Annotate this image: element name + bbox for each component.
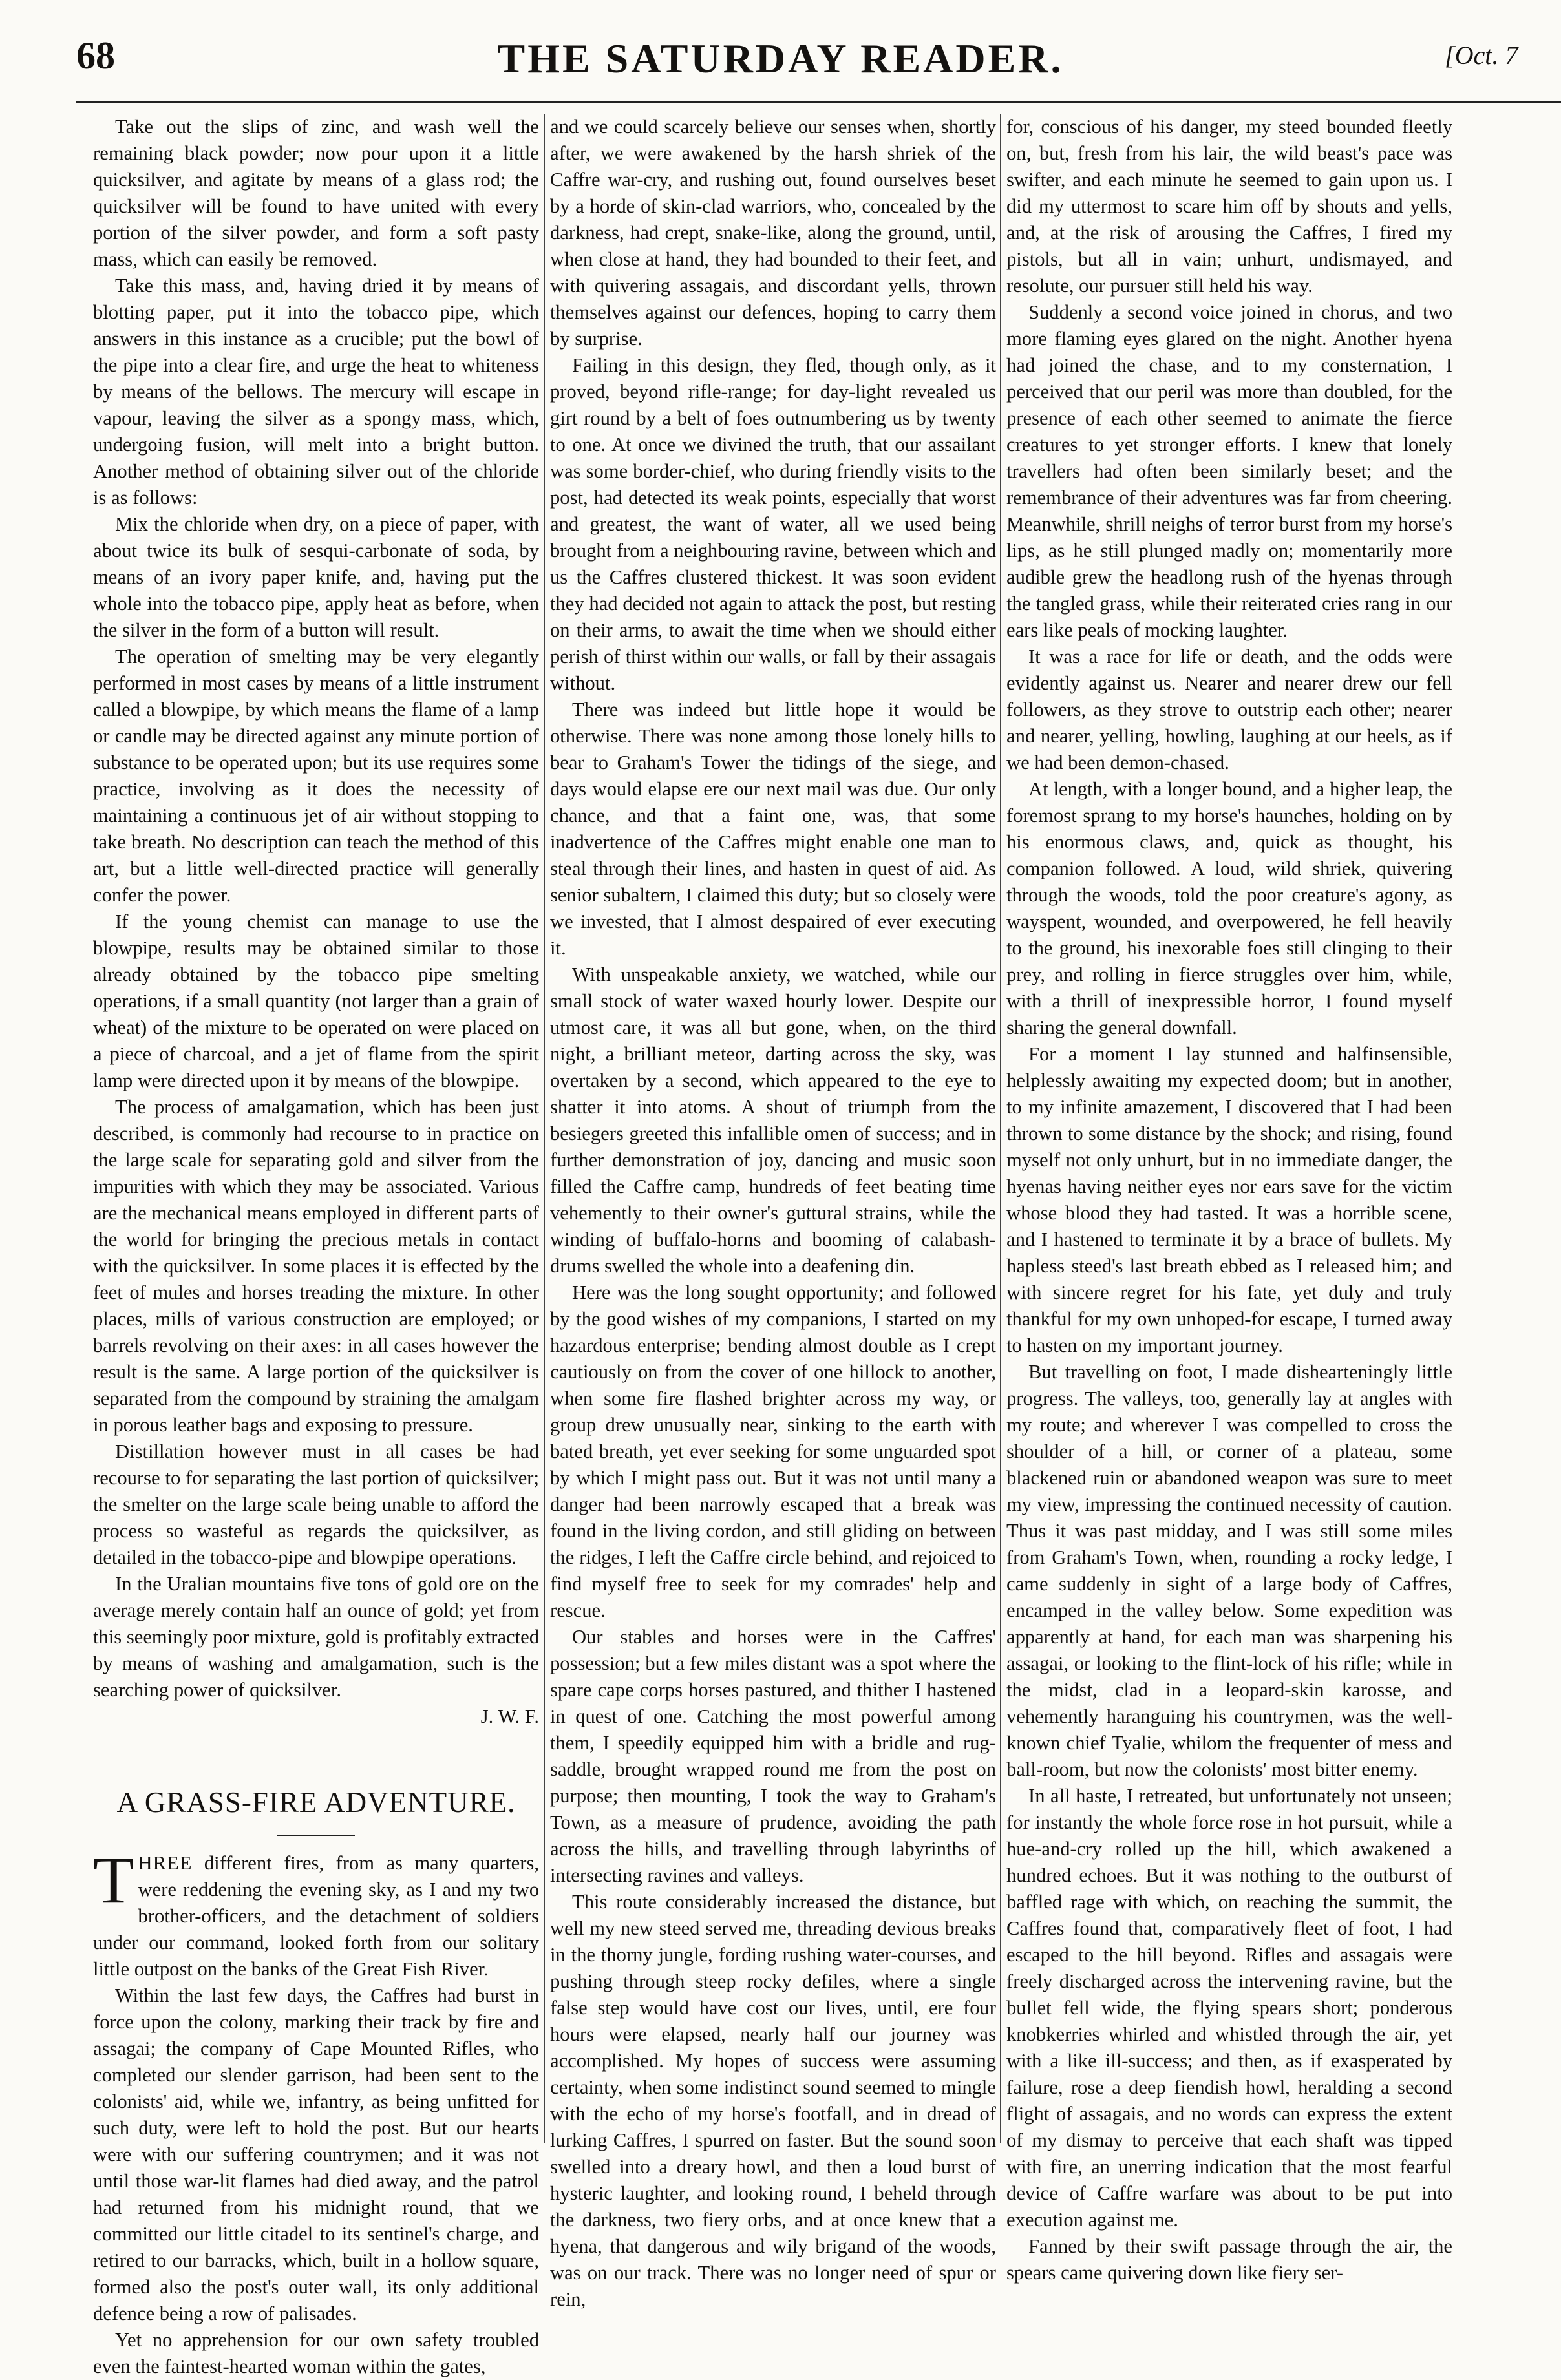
paragraph: and we could scarcely believe our senses when, shortly after, we were awakened by the harsh shriek of the Caffre war-cry, and rushing out, found ourselves beset by a horde of skin-clad warriors, who, concealed by the darkness, had crept, snake-like, along the ground, until, when close at hand, they had bounded to their feet, and with quivering assagais, and discordant yells, thrown themselves against our defences, hoping to carry them by surprise. <box>550 116 996 350</box>
header-rule <box>76 101 1561 103</box>
paragraph: In all haste, I retreated, but unfortunately not unseen; for instantly the whole force rose in hot pursuit, while a hue-and-cry rolled up the hill, which awakened a hundred echoes. But it was nothing to the outburst of baffled rage with which, on reaching the summit, the Caffres found that, comparatively fleet of foot, I had escaped to the hill beyond. Rifles and assagais were freely discharged across the intervening ravine, but the bullet fell wide, the flying spears short; ponderous knobkerries whirled and whistled through the air, yet with a like ill-success; and then, as if exasperated by failure, rose a deep fiendish howl, heralding a second flight of assagais, and no words can express the extent of my dismay to perceive that each shaft was tipped with fire, an unerring indication that the most fearful device of Caffre warfare was about to be put into execution against me. <box>1006 1785 1452 2231</box>
lead-word: HREE <box>138 1852 193 1874</box>
column-divider <box>544 114 545 2143</box>
paragraph: Within the last few days, the Caffres had burst in force upon the colony, marking their track by fire and assagai; the company of Cape Mounted Rifles, who completed our slender garrison, had been sent to the colonists' aid, while we, infantry, as being unfitted for such duty, were left to hold the post. But our hearts were with our suffering countrymen; and it was not until those war-lit flames had died away, and the patrol had returned from his midnight round, that we committed our little citadel to its sentinel's charge, and retired to our barracks, which, built in a hollow square, formed also the post's outer wall, its only additional defence being a row of palisades. <box>93 1985 539 2324</box>
paragraph: There was indeed but little hope it would be otherwise. There was none among those lonely hills to bear to Graham's Tower the tidings of the siege, and days would elapse ere our next mail was due. Our only chance, and that a faint one, was, that some inadvertence of the Caffres might enable one man to steal through their lines, and hasten in quest of aid. As senior subaltern, I claimed this duty; but so closely were we invested, that I almost despaired of ever executing it. <box>550 699 996 959</box>
paragraph: At length, with a longer bound, and a higher leap, the foremost sprang to my horse's haunches, holding on by his enormous claws, and, quick as thought, his companion followed. A loud, wild shriek, quivering through the woods, told the poor creature's agony, as wayspent, wounded, and overpowered, he fell heavily to the ground, his inexorable foes still clinging to their prey, and rolling in fierce struggles over him, while, with a thrill of inexpressible horror, I found myself sharing the general downfall. <box>1006 778 1452 1038</box>
paragraph: Take this mass, and, having dried it by means of blotting paper, put it into the tobacco pipe, which answers in this instance as a crucible; put the bowl of the pipe into a clear fire, and urge the heat to whiteness by means of the bellows. The mercury will escape in vapour, leaving the silver as a spongy mass, which, undergoing fusion, will melt into a bright button. Another method of obtaining silver out of the chloride is as follows: <box>93 275 539 509</box>
opening-paragraph <box>93 1843 539 1983</box>
masthead-title: THE SATURDAY READER. <box>497 36 1064 81</box>
paragraph: The operation of smelting may be very elegantly performed in most cases by means of a little instrument called a blowpipe, by which means the flame of a lamp or candle may be directed against any minute portion of substance to be operated upon; but its use requires some practice, involving as it does the necessity of maintaining a continuous jet of air without stopping to take breath. No description can teach the method of this art, but a little well-directed practice will generally confer the power. <box>93 646 539 906</box>
paragraph: Failing in this design, they fled, though only, as it proved, beyond rifle-range; for day-light revealed us girt round by a belt of foes outnumbering us by twenty to one. At once we divined the truth, that our assailant was some border-chief, who during friendly visits to the post, had detected its weak points, especially that worst and greatest, the want of water, all we used being brought from a neighbouring ravine, between which and us the Caffres clustered thickest. It was soon evident they had decided not again to attack the post, but resting on their arms, to await the time when we should either perish of thirst within our walls, or fall by their assagais without. <box>550 354 996 694</box>
column-1 <box>93 114 539 2380</box>
paragraph: Our stables and horses were in the Caffres' possession; but a few miles distant was a spot where the spare cape corps horses pastured, and thither I hastened in quest of one. Catching the most powerful among them, I speedily equipped him with a bridle and rug-saddle, brought wrapped round me from the post on purpose; then mounting, I took the way to Graham's Town, as a measure of prudence, avoiding the path across the hills, and travelling through labyrinths of intersecting ravines and valleys. <box>550 1626 996 1886</box>
column-divider <box>1000 114 1001 2143</box>
paragraph: Distillation however must in all cases be had recourse to for separating the last portion of quicksilver; the smelter on the large scale being unable to afford the process so wasteful as regards the quicksilver, as detailed in the tobacco-pipe and blowpipe operations. <box>93 1440 539 1568</box>
paragraph: With unspeakable anxiety, we watched, while our small stock of water waxed hourly lower. Despite our utmost care, it was all but gone, when, on the third night, a brilliant meteor, darting across the sky, was overtaken by a second, which appeared to the eye to shatter it into atoms. A shout of triumph from the besiegers greeted this infallible omen of success; and in further demonstration of joy, dancing and music soon filled the Caffre camp, hundreds of feet beating time vehemently to their owner's guttural strains, while the winding of buffalo-horns and booming of calabash-drums swelled the whole into a deafening din. <box>550 964 996 1277</box>
paragraph: This route considerably increased the distance, but well my new steed served me, threading devious breaks in the thorny jungle, fording rushing water-courses, and pushing through steep rocky defiles, where a single false step would have cost our lives, until, ere four hours were elapsed, nearly half our journey was accomplished. My hopes of success were assuming certainty, when some indistinct sound seemed to mingle with the echo of my horse's footfall, and in dread of lurking Caffres, I spurred on faster. But the sound soon swelled into a dreary howl, and then a loud burst of hysteric laughter, and looking round, I beheld through the darkness, two fiery orbs, and at once knew that a hyena, that dangerous and wily brigand of the woods, was on our track. There was no longer need of spur or rein, <box>550 1891 996 2310</box>
paragraph: for, conscious of his danger, my steed bounded fleetly on, but, fresh from his lair, the wild beast's pace was swifter, and each minute he seemed to gain upon us. I did my uttermost to scare him off by shouts and yells, and, at the risk of arousing the Caffres, I fired my pistols, but all in vain; unhurt, undismayed, and resolute, our pursuer still held his way. <box>1006 116 1452 297</box>
drop-cap: T <box>93 1843 134 1917</box>
page-header <box>0 0 1561 97</box>
column-2 <box>550 114 996 2313</box>
paragraph: The process of amalgamation, which has been just described, is commonly had recourse to in practice on the large scale for separating gold and silver from the impurities with which they may be associated. Various are the mechanical means employed in different parts of the world for bringing the precious metals in contact with the quicksilver. In some places it is effected by the feet of mules and horses treading the mixture. In other places, mills of various construction are employed; or barrels revolving on their axes: in all cases however the result is the same. A large portion of the quicksilver is separated from the compound by straining the amalgam in porous leather bags and exposing to pressure. <box>93 1096 539 1436</box>
author-signature: J. W. F. <box>480 1705 539 1727</box>
article-title: A GRASS-FIRE ADVENTURE. <box>116 1786 516 1818</box>
column-3 <box>1006 114 1452 2286</box>
paragraph: In the Uralian mountains five tons of gold ore on the average merely contain half an ounce of gold; yet from this seemingly poor mixture, gold is profitably extracted by means of washing and amalgamation, such is the searching power of quicksilver. <box>93 1573 539 1701</box>
paragraph: But travelling on foot, I made dishearteningly little progress. The valleys, too, generally lay at angles with my route; and wherever I was compelled to cross the shoulder of a hill, or corner of a plateau, some blackened ruin or abandoned weapon was sure to meet my view, impressing the continued necessity of caution. Thus it was past midday, and I was still some miles from Graham's Town, when, rounding a rocky ledge, I came suddenly in sight of a large body of Caffres, encamped in the valley below. Some expedition was apparently at hand, for each man was sharpening his assagai, or looking to the flint-lock of his rifle; while in the midst, clad in a leopard-skin karosse, and vehemently haranguing his countrymen, was the well-known chief Tyalie, whilom the frequenter of mess and ball-room, but now the colonists' most bitter enemy. <box>1006 1361 1452 1780</box>
paragraph: Yet no apprehension for our own safety troubled even the faintest-hearted woman within the gates, <box>93 2329 539 2377</box>
paragraph-text: different fires, from as many quarters, were reddening the evening sky, as I and my two brother-officers, and the detachment of soldiers under our command, looked forth from our solitary little outpost on the banks of the Great Fish River. <box>93 1852 539 1980</box>
paragraph: Fanned by their swift passage through the air, the spears came quivering down like fiery ser- <box>1006 2235 1452 2284</box>
paragraph: It was a race for life or death, and the odds were evidently against us. Nearer and nearer drew our fell followers, as they strove to outstrip each other; nearer and nearer, yelling, howling, laughing at our heels, as if we had been demon-chased. <box>1006 646 1452 774</box>
paragraph: Take out the slips of zinc, and wash well the remaining black powder; now pour upon it a little quicksilver, and agitate by means of a glass rod; the quicksilver will be found to have united with every portion of the silver powder, and form a soft pasty mass, which can easily be removed. <box>93 116 539 270</box>
paragraph: For a moment I lay stunned and halfinsensible, helplessly awaiting my expected doom; but in another, to my infinite amazement, I discovered that I had been thrown to some distance by the shock; and rising, found myself not only unhurt, but in no immediate danger, the hyenas having neither eyes nor ears save for the victim whose blood they had tasted. It was a horrible scene, and I hastened to terminate it by a brace of bullets. My hapless steed's last breath ebbed as I released him; and with sincere regret for his fate, yet duly and truly thankful for my own unhoped-for escape, I turned away to hasten on my important journey. <box>1006 1043 1452 1356</box>
paragraph: Here was the long sought opportunity; and followed by the good wishes of my companions, I started on my hazardous enterprise; bending almost double as I crept cautiously on from the cover of one hillock to another, when some fire flashed brighter across my way, or group drew unusually near, sinking to the earth with bated breath, yet ever seeking for some unguarded spot by which I might pass out. But it was not until many a danger had been narrowly escaped that a break was found in the living cordon, and still gliding on between the ridges, I left the Caffre circle behind, and rejoiced to find myself free to seek for my comrades' help and rescue. <box>550 1281 996 1621</box>
issue-date: [Oct. 7 <box>1445 41 1518 70</box>
page-number: 68 <box>76 34 115 77</box>
paragraph: Suddenly a second voice joined in chorus, and two more flaming eyes glared on the night. Another hyena had joined the chase, and to my consternation, I perceived that our peril was more than doubled, for the presence of each other seemed to animate the fierce creatures to yet stronger efforts. I knew that lonely travellers had often been similarly beset; and the remembrance of their adventures was far from cheering. Meanwhile, shrill neighs of terror burst from my horse's lips, as he still plunged madly on; momentarily more audible grew the headlong rush of the hyenas through the tangled grass, while their reiterated cries rang in our ears like peals of mocking laughter. <box>1006 301 1452 641</box>
paragraph: If the young chemist can manage to use the blowpipe, results may be obtained similar to those already obtained by the tobacco pipe smelting operations, if a small quantity (not larger than a grain of wheat) of the mixture to be operated on were placed on a piece of charcoal, and a jet of flame from the spirit lamp were directed upon it by means of the blowpipe. <box>93 911 539 1091</box>
paragraph: Mix the chloride when dry, on a piece of paper, with about twice its bulk of sesqui-carbonate of soda, by means of an ivory paper knife, and, having put the whole into the tobacco pipe, apply heat as before, when the silver in the form of a button will result. <box>93 513 539 641</box>
title-rule <box>277 1835 355 1836</box>
